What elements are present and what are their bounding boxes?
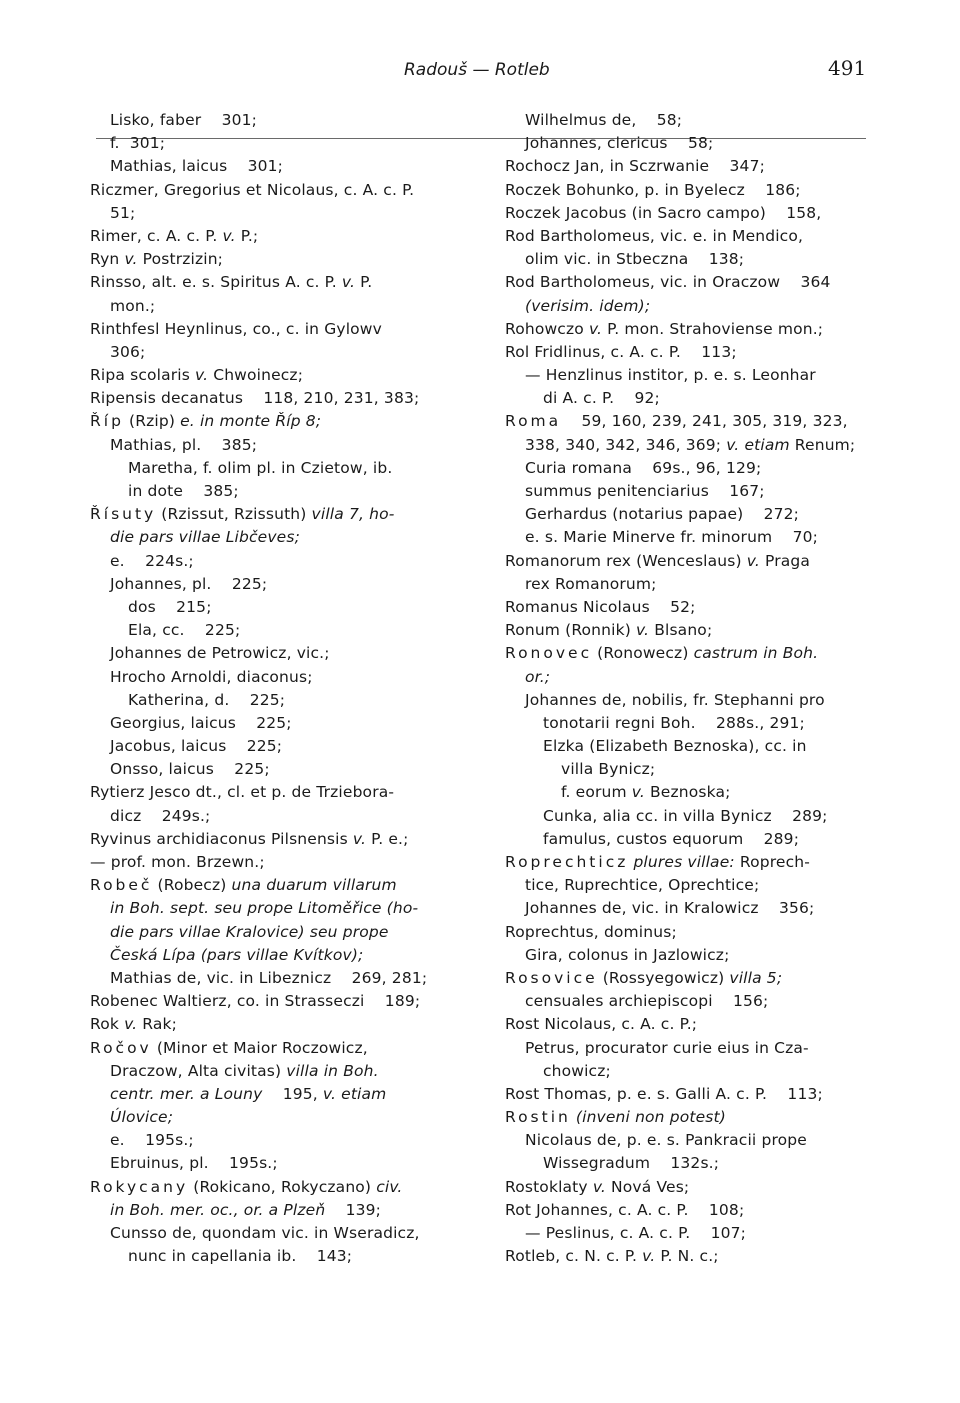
index-line-text: — Peslinus, c. A. c. P. 107;	[525, 1224, 746, 1242]
index-line	[505, 990, 865, 1013]
index-line-text: Mathias de, vic. in Libeznicz 269, 281;	[110, 968, 428, 987]
index-line	[505, 132, 865, 155]
running-head	[0, 56, 960, 86]
index-line	[505, 758, 865, 781]
index-line-text: Ronovec	[505, 644, 593, 663]
index-line-text: Cunka, alia cc. in villa Bynicz 289;	[543, 806, 828, 825]
index-line-text: in dote 385;	[128, 482, 239, 500]
index-line	[505, 225, 865, 248]
index-line-text: Ronum (Ronnik)	[505, 621, 636, 640]
index-line-text: Blsano;	[649, 621, 713, 640]
index-line-text: Romanus Nicolaus 52;	[505, 597, 696, 616]
index-line-text: v.	[124, 1015, 138, 1034]
index-line	[90, 1060, 450, 1083]
index-line-text: Renum;	[789, 435, 856, 454]
index-line-text: Rok	[90, 1015, 125, 1034]
index-line-text: 195,	[262, 1084, 323, 1103]
index-line-text: tonotarii regni Boh. 288s., 291;	[543, 713, 805, 732]
index-line	[505, 109, 865, 132]
index-line-text: Roprechticz	[505, 853, 629, 871]
index-line	[90, 295, 450, 318]
index-line-text: P.;	[235, 226, 259, 245]
index-line-text: v.	[195, 366, 209, 385]
index-line	[505, 1152, 865, 1175]
index-line-text: or.;	[525, 667, 551, 686]
index-line-text: Roczek Bohunko, p. in Byelecz 186;	[505, 180, 801, 199]
index-line-text: villa 7, ho-	[311, 505, 395, 524]
index-line-text: Katherina, d. 225;	[128, 690, 286, 709]
index-line-text: Gira, colonus in Jazlowicz;	[525, 945, 730, 964]
index-line-text: Maretha, f. olim pl. in Czietow, ib.	[128, 458, 393, 477]
index-line	[90, 480, 450, 503]
index-line	[505, 967, 865, 990]
index-line-text: P. N. c.;	[655, 1247, 719, 1266]
index-line	[90, 735, 450, 758]
index-line	[505, 781, 865, 804]
index-line-text: 338, 340, 342, 346, 369;	[525, 435, 727, 454]
index-line	[505, 295, 865, 318]
index-line	[90, 921, 450, 944]
index-line	[505, 944, 865, 967]
index-line-text: Rol Fridlinus, c. A. c. P. 113;	[505, 342, 737, 361]
index-line-text: Roprechtus, dominus;	[505, 922, 677, 941]
index-line-text: Riczmer, Gregorius et Nicolaus, c. A. c. P.	[90, 180, 415, 199]
index-line	[90, 550, 450, 573]
index-line-text: Ryn	[90, 250, 125, 269]
index-line-text: villa 5;	[729, 968, 783, 987]
index-line-text: Rod Bartholomeus, vic. in Oraczow 364	[505, 273, 831, 292]
index-line	[90, 781, 450, 804]
index-line-text: Rost Nicolaus, c. A. c. P.;	[505, 1015, 698, 1034]
index-line	[505, 202, 865, 225]
index-line	[505, 921, 865, 944]
index-line-text: censuales archiepiscopi 156;	[525, 992, 769, 1011]
index-line	[505, 1106, 865, 1129]
index-line-text: (Rzissut, Rzissuth)	[156, 505, 312, 524]
index-line-text: Rinsso, alt. e. s. Spiritus A. c. P.	[90, 273, 342, 292]
index-line-text: v.	[746, 551, 760, 570]
index-line	[505, 503, 865, 526]
index-line	[90, 225, 450, 248]
index-line-text: Johannes de Petrowicz, vic.;	[110, 644, 330, 663]
running-title: Radouš — Rotleb	[404, 60, 550, 80]
index-line	[90, 758, 450, 781]
index-line-text: Johannes de, nobilis, fr. Stephanni pro	[525, 690, 825, 709]
index-line	[505, 735, 865, 758]
index-line	[90, 666, 450, 689]
index-line-text: 306;	[110, 342, 146, 361]
index-line	[505, 480, 865, 503]
index-line-text: v.	[124, 250, 138, 269]
index-line-text: — Henzlinus institor, p. e. s. Leonhar	[525, 366, 816, 385]
index-line	[505, 828, 865, 851]
index-line-text: (Rzip)	[123, 412, 181, 431]
index-line	[505, 573, 865, 596]
index-line	[90, 410, 450, 433]
index-line-text: v.	[352, 829, 367, 848]
index-line-text: Wissegradum 132s.;	[543, 1154, 720, 1173]
index-line-text: Johannes, pl. 225;	[110, 574, 268, 593]
index-line	[505, 457, 865, 480]
index-line	[90, 155, 450, 178]
index-line-text: dos 215;	[128, 597, 212, 616]
index-line-text: f. 301;	[110, 134, 166, 153]
index-line	[505, 874, 865, 897]
index-line	[505, 689, 865, 712]
index-line-text: Onsso, laicus 225;	[110, 760, 270, 779]
index-line-text: e. in monte Říp 8;	[180, 412, 322, 431]
index-line	[505, 434, 865, 457]
index-line	[505, 1060, 865, 1083]
index-line	[90, 318, 450, 341]
index-line-text: Petrus, procurator curie eius in Cza-	[525, 1038, 809, 1057]
index-line-text: Nicolaus de, p. e. s. Pankracii prope	[525, 1131, 807, 1150]
index-line	[90, 1245, 450, 1268]
left-column	[90, 109, 450, 1268]
index-line-text: Rosovice	[505, 968, 598, 987]
index-line	[90, 874, 450, 897]
index-line	[505, 1037, 865, 1060]
index-line	[90, 689, 450, 712]
right-column	[505, 109, 865, 1268]
index-line-text: famulus, custos equorum 289;	[543, 829, 800, 848]
index-line-text: Česká Lípa (pars villae Kvítkov);	[110, 945, 364, 964]
index-line-text: Georgius, laicus 225;	[110, 713, 292, 732]
index-line-text: Elzka (Elizabeth Beznoska), cc. in	[543, 737, 807, 756]
index-line-text: villa in Boh.	[286, 1061, 379, 1080]
index-line-text: Rohowczo	[505, 319, 589, 338]
index-line	[505, 666, 865, 689]
index-line	[505, 642, 865, 665]
index-line-text: — prof. mon. Brzewn.;	[90, 853, 265, 871]
index-line	[90, 202, 450, 225]
index-line-text: summus penitenciarius 167;	[525, 482, 765, 500]
index-line-text: Draczow, Alta civitas)	[110, 1061, 287, 1080]
index-line-text: Rot Johannes, c. A. c. P. 108;	[505, 1200, 745, 1219]
index-line-text: di A. c. P. 92;	[543, 389, 660, 408]
index-line-text: Cunsso de, quondam vic. in Wseradicz,	[110, 1224, 420, 1242]
index-line	[90, 1152, 450, 1175]
index-line-text: Ela, cc. 225;	[128, 621, 241, 640]
index-line	[90, 642, 450, 665]
index-line-text: die pars villae Libčeves;	[110, 528, 300, 547]
index-line	[90, 457, 450, 480]
index-line-text: Rod Bartholomeus, vic. e. in Mendico,	[505, 226, 804, 245]
index-line-text: 51;	[110, 203, 136, 222]
index-line-text: v.	[222, 226, 236, 245]
index-line-text: Říp	[90, 412, 124, 431]
index-line-text: 59, 160, 239, 241, 305, 319, 323,	[561, 412, 848, 431]
index-line-text: Rak;	[137, 1015, 178, 1034]
index-line	[90, 503, 450, 526]
index-line-text: plures villae:	[633, 853, 735, 871]
index-line	[90, 1176, 450, 1199]
index-line	[90, 1222, 450, 1245]
index-line	[90, 434, 450, 457]
index-line	[90, 248, 450, 271]
index-line	[505, 619, 865, 642]
index-line-text: Rostin	[505, 1108, 571, 1127]
index-line-text: Chwoinecz;	[208, 366, 304, 385]
index-line	[505, 248, 865, 271]
index-line-text: v.	[642, 1247, 656, 1266]
index-line	[90, 179, 450, 202]
index-line	[90, 967, 450, 990]
index-line-text: Wilhelmus de, 58;	[525, 111, 683, 129]
index-line-text: castrum in Boh.	[693, 644, 819, 663]
index-line	[90, 805, 450, 828]
index-line-text: (Rokicano, Rokyczano)	[188, 1177, 377, 1196]
index-line-text: Rostoklaty	[505, 1177, 593, 1196]
index-line-text: Romanorum rex (Wenceslaus)	[505, 551, 747, 570]
index-line-text: P. mon. Strahoviense mon.;	[602, 319, 824, 338]
index-line-text: Postrzizin;	[137, 250, 224, 269]
index-line-text: v.	[631, 783, 645, 802]
index-line-text: villa Bynicz;	[561, 760, 656, 779]
index-line	[90, 596, 450, 619]
index-line-text: (verisim. idem);	[525, 296, 651, 315]
index-line-text: f. eorum	[561, 783, 632, 802]
index-line	[90, 387, 450, 410]
index-line-text: Hrocho Arnoldi, diaconus;	[110, 667, 313, 686]
page-number: 491	[828, 56, 867, 80]
index-line-text: Rinthfesl Heynlinus, co., c. in Gylowv	[90, 319, 382, 338]
index-line-text: (Ronowecz)	[592, 644, 694, 663]
index-line	[90, 109, 450, 132]
index-line	[90, 897, 450, 920]
index-line-text: Rost Thomas, p. e. s. Galli A. c. P. 113;	[505, 1084, 823, 1103]
index-line	[505, 550, 865, 573]
index-line-text: Nová Ves;	[605, 1177, 690, 1196]
index-line	[505, 387, 865, 410]
index-line-text: Rochocz Jan, in Sczrwanie 347;	[505, 157, 765, 176]
index-line	[505, 897, 865, 920]
index-line-text: Rotleb, c. N. c. P.	[505, 1247, 643, 1266]
index-line-text: nunc in capellania ib. 143;	[128, 1247, 353, 1266]
index-line	[505, 318, 865, 341]
index-line-text: v.	[636, 621, 650, 640]
index-line-text: Curia romana 69s., 96, 129;	[525, 458, 762, 477]
index-line-text: Praga	[759, 551, 811, 570]
index-line-text: Beznoska;	[644, 783, 731, 802]
index-line	[505, 271, 865, 294]
index-line	[90, 364, 450, 387]
index-line	[505, 851, 865, 874]
index-line-text: Gerhardus (notarius papae) 272;	[525, 505, 800, 524]
index-line	[505, 805, 865, 828]
index-line	[90, 990, 450, 1013]
index-line-text: Roczek Jacobus (in Sacro campo) 158,	[505, 203, 822, 222]
index-line	[90, 1083, 450, 1106]
index-line	[505, 155, 865, 178]
index-line-text: Ebruinus, pl. 195s.;	[110, 1154, 278, 1173]
index-line	[90, 851, 450, 874]
index-line-text: v. etiam	[322, 1084, 387, 1103]
index-line-text: Roprech-	[734, 853, 810, 871]
index-line-text: Mathias, laicus 301;	[110, 157, 284, 176]
index-line-text: in Boh. sept. seu prope Litoměřice (ho-	[110, 899, 419, 918]
index-line-text: Robenec Waltierz, co. in Strasseczi 189;	[90, 992, 421, 1011]
index-line-text: olim vic. in Stbeczna 138;	[525, 250, 745, 269]
index-line-text: (Robecz)	[152, 876, 232, 895]
index-line-text: centr. mer. a Louny	[110, 1084, 263, 1103]
index-line-text: v.	[341, 273, 356, 292]
index-line-text: (inveni non potest)	[575, 1108, 726, 1127]
index-line	[505, 1013, 865, 1036]
index-line-text: (Rossyegowicz)	[597, 968, 730, 987]
index-line	[90, 1129, 450, 1152]
index-line-text: (Minor et Maior Roczowicz,	[151, 1038, 368, 1057]
index-line-text: Lisko, faber 301;	[110, 111, 257, 129]
index-line-text: Řísuty	[90, 505, 157, 524]
index-line-text: rex Romanorum;	[525, 574, 657, 593]
index-line-text: v.	[588, 319, 603, 338]
index-line	[505, 341, 865, 364]
index-line-text: Rimer, c. A. c. P.	[90, 226, 223, 245]
index-line	[90, 944, 450, 967]
index-line	[90, 1106, 450, 1129]
index-line-text: P. e.;	[366, 829, 409, 848]
index-line-text: e. 195s.;	[110, 1131, 194, 1150]
index-line-text: Rokycany	[90, 1177, 189, 1196]
index-line-text: die pars villae Kralovice) seu prope	[110, 922, 389, 941]
index-line	[90, 1199, 450, 1222]
index-line-text: Ryvinus archidiaconus Pilsnensis	[90, 829, 353, 848]
index-line-text: dicz 249s.;	[110, 806, 211, 825]
index-line-text: P.	[355, 273, 373, 292]
index-line-text: tice, Ruprechtice, Oprechtice;	[525, 876, 760, 895]
index-line-text: Ripensis decanatus 118, 210, 231, 383;	[90, 389, 420, 408]
index-line	[90, 1037, 450, 1060]
index-line-text: Roma	[505, 412, 562, 431]
index-line	[90, 526, 450, 549]
index-line	[90, 573, 450, 596]
index-line-text: v. etiam	[726, 435, 790, 454]
index-line	[90, 619, 450, 642]
index-line	[505, 410, 865, 433]
index-line	[505, 1176, 865, 1199]
index-line-text: Úlovice;	[110, 1108, 174, 1127]
index-line-text: Mathias, pl. 385;	[110, 435, 258, 454]
index-line-text: v.	[592, 1177, 606, 1196]
index-line-text: in Boh. mer. oc., or. a Plzeň	[110, 1200, 326, 1219]
index-line	[505, 1083, 865, 1106]
index-line	[505, 526, 865, 549]
index-line	[505, 712, 865, 735]
index-line-text: Ripa scolaris	[90, 366, 196, 385]
index-line-text: Johannes de, vic. in Kralowicz 356;	[525, 899, 815, 918]
index-line	[505, 596, 865, 619]
index-line-text: civ.	[376, 1177, 403, 1196]
index-line-text: e. s. Marie Minerve fr. minorum 70;	[525, 528, 819, 547]
index-line	[90, 828, 450, 851]
index-line	[505, 364, 865, 387]
index-line	[505, 1222, 865, 1245]
index-line	[90, 1013, 450, 1036]
index-line	[90, 341, 450, 364]
index-line-text: chowicz;	[543, 1061, 611, 1080]
index-line-text: Johannes, clericus 58;	[525, 134, 714, 153]
index-line-text: Ročov	[90, 1038, 152, 1057]
index-line	[90, 712, 450, 735]
index-line-text: Robeč	[90, 876, 153, 895]
index-line-text: e. 224s.;	[110, 551, 194, 570]
index-line	[90, 271, 450, 294]
index-line	[505, 1129, 865, 1152]
index-line	[90, 132, 450, 155]
index-line	[505, 179, 865, 202]
index-line	[505, 1245, 865, 1268]
index-line-text: mon.;	[110, 296, 156, 315]
index-line-text: Rytierz Jesco dt., cl. et p. de Trziebora-	[90, 783, 395, 802]
index-line-text: Jacobus, laicus 225;	[110, 737, 283, 756]
index-line-text: 139;	[325, 1200, 382, 1219]
index-line	[505, 1199, 865, 1222]
index-line-text: una duarum villarum	[231, 876, 397, 895]
